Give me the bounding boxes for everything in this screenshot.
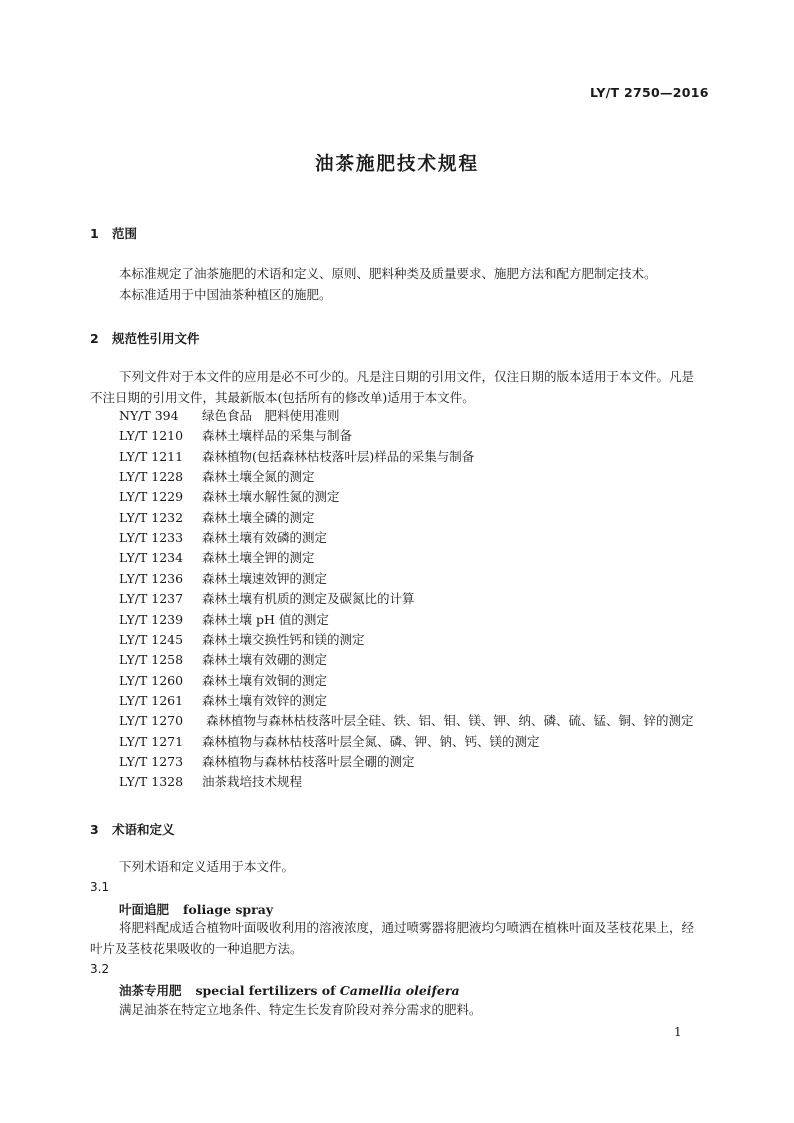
reference-code: LY/T 1228 bbox=[119, 469, 184, 485]
term-definition: 将肥料配成适合植物叶面吸收利用的溶液浓度，通过喷雾器将肥液均匀喷洒在植株叶面及茎枝花果上，经叶片及茎枝花果吸收的一种追肥方法。 bbox=[90, 920, 695, 956]
reference-title: 森林土壤 pH 值的测定 bbox=[202, 611, 329, 627]
reference-item bbox=[119, 671, 327, 691]
reference-code: LY/T 1239 bbox=[119, 611, 184, 627]
term-heading bbox=[119, 981, 460, 999]
reference-code: LY/T 1234 bbox=[119, 550, 184, 566]
reference-item bbox=[119, 650, 327, 670]
reference-item bbox=[119, 447, 474, 467]
reference-title: 森林土壤全磷的测定 bbox=[202, 509, 315, 525]
term-en: special fertilizers of bbox=[195, 983, 336, 998]
reference-code: LY/T 1233 bbox=[119, 530, 184, 546]
reference-code: LY/T 1270 bbox=[119, 713, 184, 729]
reference-code: LY/T 1237 bbox=[119, 591, 184, 607]
reference-title: 森林植物与森林枯枝落叶层全硼的测定 bbox=[202, 753, 415, 769]
reference-code: LY/T 1210 bbox=[119, 428, 184, 444]
reference-code: LY/T 1245 bbox=[119, 631, 184, 647]
reference-title: 森林土壤水解性氮的测定 bbox=[202, 489, 340, 505]
section-number: 3 bbox=[90, 822, 99, 837]
reference-code: LY/T 1273 bbox=[119, 753, 184, 769]
section-1-paragraph: 本标准适用于中国油茶种植区的施肥。 bbox=[119, 287, 332, 302]
section-3-intro: 下列术语和定义适用于本文件。 bbox=[119, 859, 295, 874]
document-title: 油茶施肥技术规程 bbox=[314, 154, 479, 175]
reference-item bbox=[119, 589, 415, 609]
reference-title: 森林土壤样品的采集与制备 bbox=[202, 428, 353, 444]
reference-title: 森林植物与森林枯枝落叶层全氮、磷、钾、钠、钙、镁的测定 bbox=[202, 733, 540, 749]
reference-title: 森林土壤有效磷的测定 bbox=[202, 530, 328, 546]
standard-code: LY/T 2750—2016 bbox=[590, 85, 709, 100]
section-title: 术语和定义 bbox=[112, 822, 175, 837]
reference-title: 森林土壤有效铜的测定 bbox=[202, 672, 328, 688]
reference-item bbox=[119, 630, 365, 650]
reference-code: LY/T 1229 bbox=[119, 489, 184, 505]
reference-title: 森林土壤有效锌的测定 bbox=[202, 692, 328, 708]
reference-item bbox=[119, 732, 540, 752]
section-3-heading bbox=[90, 820, 175, 838]
reference-item bbox=[119, 772, 302, 792]
reference-item bbox=[119, 569, 327, 589]
section-title: 范围 bbox=[112, 226, 138, 241]
term-heading bbox=[119, 900, 273, 918]
section-2-heading bbox=[90, 329, 200, 347]
reference-code: LY/T 1258 bbox=[119, 652, 184, 668]
reference-title: 油茶栽培技术规程 bbox=[202, 774, 303, 790]
reference-item bbox=[119, 711, 693, 731]
reference-title: 森林土壤有效硼的测定 bbox=[202, 652, 328, 668]
reference-code: LY/T 1271 bbox=[119, 733, 184, 749]
reference-title: 绿色食品 肥料使用准则 bbox=[202, 408, 340, 423]
reference-code: LY/T 1260 bbox=[119, 672, 184, 688]
term-number: 3.1 bbox=[90, 880, 110, 894]
section-number: 1 bbox=[90, 226, 99, 241]
reference-title: 森林土壤速效钾的测定 bbox=[202, 570, 328, 586]
reference-title: 森林土壤全氮的测定 bbox=[202, 469, 315, 485]
term-zh: 油茶专用肥 bbox=[119, 983, 182, 998]
reference-code: LY/T 1328 bbox=[119, 774, 184, 790]
reference-code: LY/T 1261 bbox=[119, 692, 184, 708]
reference-code: NY/T 394 bbox=[119, 408, 179, 423]
term-zh: 叶面追肥 bbox=[119, 902, 170, 917]
term-en: foliage spray bbox=[183, 902, 274, 917]
reference-title: 森林土壤交换性钙和镁的测定 bbox=[202, 631, 365, 647]
reference-code: LY/T 1236 bbox=[119, 570, 184, 586]
section-2-intro: 下列文件对于本文件的应用是必不可少的。凡是注日期的引用文件，仅注日期的版本适用于本文件。凡是不注日期的引用文件，其最新版本(包括所有的修改单)适用于本文件。 bbox=[90, 369, 695, 405]
section-1-heading bbox=[90, 224, 137, 242]
reference-item bbox=[119, 548, 315, 568]
term-en-italic: Camellia oleifera bbox=[339, 983, 460, 998]
reference-item bbox=[119, 508, 315, 528]
term-definition: 满足油茶在特定立地条件、特定生长发育阶段对养分需求的肥料。 bbox=[119, 1002, 482, 1017]
section-number: 2 bbox=[90, 331, 99, 346]
reference-item bbox=[119, 528, 327, 548]
reference-item bbox=[119, 610, 329, 630]
reference-item bbox=[119, 406, 340, 426]
section-1-paragraph: 本标准规定了油茶施肥的术语和定义、原则、肥料种类及质量要求、施肥方法和配方肥制定技术。 bbox=[119, 266, 657, 281]
reference-title: 森林植物与森林枯枝落叶层全硅、铁、铝、钼、镁、钾、纳、磷、硫、锰、铜、锌的测定 bbox=[202, 713, 694, 729]
reference-item bbox=[119, 487, 340, 507]
reference-title: 森林土壤有机质的测定及碳氮比的计算 bbox=[202, 591, 415, 607]
section-title: 规范性引用文件 bbox=[112, 331, 200, 346]
reference-title: 森林植物(包括森林枯枝落叶层)样品的采集与制备 bbox=[202, 448, 475, 464]
reference-item bbox=[119, 752, 415, 772]
reference-item bbox=[119, 691, 327, 711]
reference-item bbox=[119, 426, 352, 446]
reference-title: 森林土壤全钾的测定 bbox=[202, 550, 315, 566]
page-number: 1 bbox=[674, 1025, 682, 1039]
reference-item bbox=[119, 467, 315, 487]
term-number: 3.2 bbox=[90, 962, 110, 976]
reference-code: LY/T 1232 bbox=[119, 509, 184, 525]
reference-code: LY/T 1211 bbox=[119, 448, 184, 464]
